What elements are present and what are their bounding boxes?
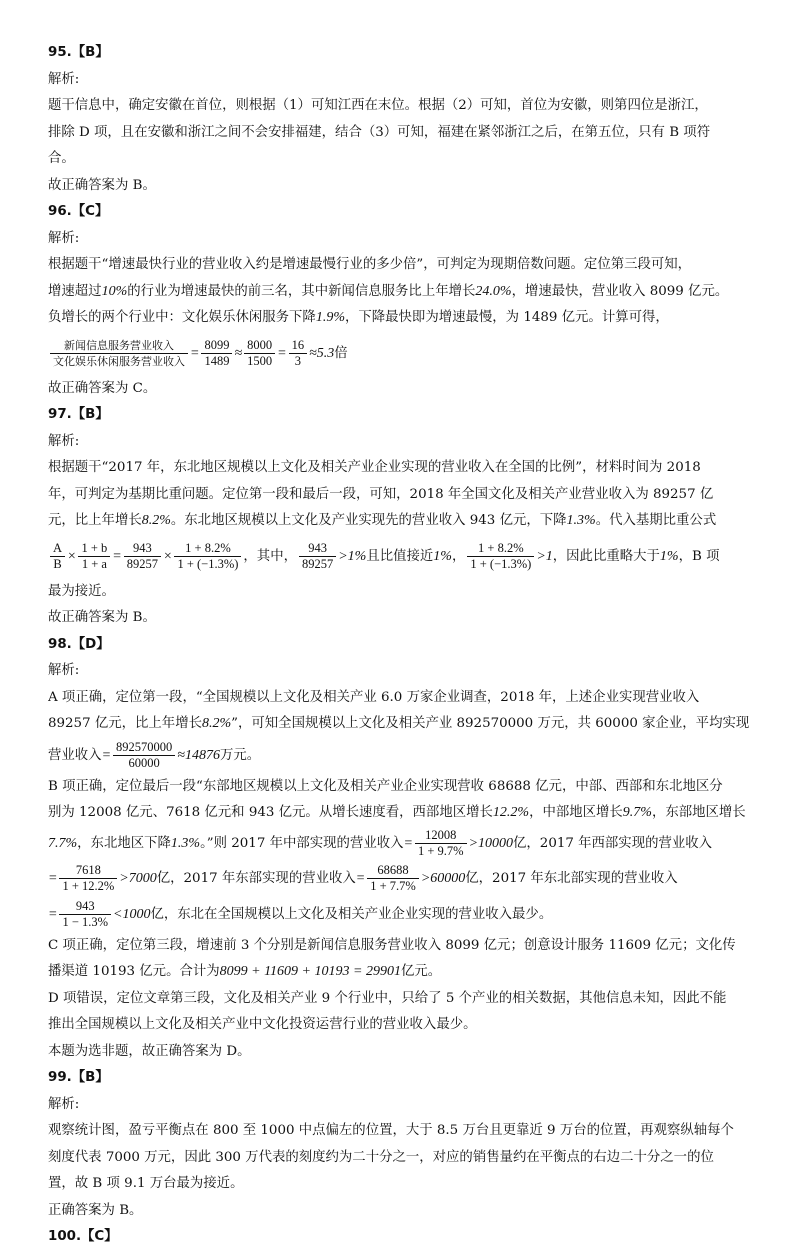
eq-sign-1: =	[190, 345, 200, 361]
q98-c-1: C 项正确，定位第三段，增速前 3 个分别是新闻信息服务营业收入 8099 亿元；创意设计服务 11609 亿元；文化传	[48, 937, 736, 953]
q98-b-4a: 亿，2017 年东部实现的营业收入	[156, 870, 356, 886]
q96-conclusion: 故正确答案为 C。	[48, 380, 157, 396]
q98-a-2	[48, 711, 750, 738]
q97-text-3b: 。东北地区规模以上文化及产业实现先的营业收入 943 亿元，下降	[170, 513, 567, 528]
analysis-label-97: 解析:	[48, 433, 80, 449]
math-8-2pct: 8.2%	[141, 513, 171, 528]
q98-a-3a: 营业收入	[48, 747, 102, 763]
q97-formula: $\frac{A}{B}$ × $\frac{1 + b}{1 + a}$ = $\frac{943}{89257}$ × $\frac{1 + 8.2\%}{1 + (-1.3\%)}$ ，其中， $\frac{943}{89257}$ >1%且比值接近1%， $\frac{1 + 8.2\%}{1 + (-1.3\%)}$ >1，因此比重略大于1%，B 项	[48, 535, 750, 579]
q99-text-3: 置，故 B 项 9.1 万台最为接近。	[48, 1176, 244, 1191]
frac-den: 1 + (−1.3%)	[177, 556, 239, 571]
fraction-a-b	[50, 541, 65, 572]
math-1-9pct: 1.9%	[315, 310, 345, 325]
q96-text-1: 根据题干“增速最快行业的营业收入约是增速最慢行业的多少倍”，可判定为现期倍数问题。定位第三段可知，	[48, 257, 692, 272]
q98-b-2	[48, 800, 750, 827]
ratio-numerator: 新闻信息服务营业收入	[50, 338, 188, 354]
frac-den: 3	[294, 353, 301, 368]
q96-text-3a: 负增长的两个行业中：文化娱乐休闲服务下降	[48, 310, 316, 325]
math-9-7pct: 9.7%	[622, 805, 652, 820]
q98-b-5-text: 亿，东北在全国规模以上文化及相关产业企业实现的营业收入最少。	[150, 906, 553, 922]
q98-b-3a: ，东北地区下降	[77, 835, 171, 851]
gt-1: >1	[536, 548, 553, 564]
and-text: 且比值接近	[366, 548, 434, 564]
frac-den: 89257	[301, 556, 334, 571]
q98-a-3	[48, 738, 750, 774]
q99-text-2: 刻度代表 7000 万元，因此 300 万代表的刻度约为二十分之一，对应的销售量约在平衡点的右边二十分之一的位	[48, 1149, 714, 1165]
q98-d-1: D 项错误，定位文章第三段，文化及相关产业 9 个行业中，只给了 5 个产业的相关数据，其他信息未知，因此不能	[48, 990, 727, 1006]
frac-den: B	[53, 556, 62, 571]
answer-96: 96.【C】	[48, 204, 109, 219]
frac-den: 1500	[247, 353, 273, 368]
analysis-label-95: 解析:	[48, 71, 80, 87]
q98-b-2a: 别为 12008 亿元、7618 亿元和 943 亿元。从增长速度看，西部地区增长	[48, 805, 493, 820]
q98-b-3	[48, 827, 750, 861]
fraction-growth-values	[174, 541, 241, 572]
q98-a-1: A 项正确，定位第一段，“全国规模以上文化及相关产业 6.0 万家企业调查，2018 年，上述企业实现营业收入	[48, 689, 700, 705]
q98-b-4	[48, 861, 750, 897]
q97-text-3	[48, 508, 750, 535]
q97-text-5: 最为接近。	[48, 583, 115, 599]
eq-sign-2: =	[277, 345, 287, 361]
times-sign: ×	[163, 548, 173, 564]
fraction-943-89257-b	[299, 541, 336, 572]
frac-num: 68688	[367, 863, 419, 879]
q95-text-3: 合。	[48, 151, 75, 166]
fraction-northeast	[59, 899, 111, 930]
q96-text-2c: ，增速最快，营业收入 8099 亿元。	[511, 283, 729, 299]
answer-98: 98.【D】	[48, 636, 110, 652]
q98-b-2b: ，中部地区增长	[529, 805, 623, 820]
frac-num: 943	[59, 899, 111, 915]
q98-a-2b: ”，可知全国规模以上文化及相关产业 892570000 万元，共 60000 家企业，平均实现	[231, 716, 750, 731]
q95-conclusion: 故正确答案为 B。	[48, 177, 156, 193]
q96-formula	[48, 332, 750, 376]
frac-den: 1 + (−1.3%)	[470, 556, 532, 571]
frac-den: 1 + 7.7%	[370, 878, 416, 893]
q96-text-3b: ，下降最快即为增速最慢，为 1489 亿元。计算可得，	[344, 310, 669, 325]
q98-conclusion: 本题为选非题，故正确答案为 D。	[48, 1043, 251, 1059]
frac-num: 1 + 8.2%	[174, 541, 241, 557]
frac-den: 1489	[204, 353, 230, 368]
frac-num: A	[50, 541, 65, 557]
math-7-7pct: 7.7%	[48, 835, 78, 851]
q96-text-2	[48, 279, 750, 306]
fraction-16-3	[289, 338, 308, 369]
q98-b-2c: ，东部地区增长	[651, 805, 746, 820]
q97-text-1: 根据题干“2017 年，东北地区规模以上文化及相关产业企业实现的营业收入在全国的比例”，材料时间为 2018	[48, 460, 701, 475]
q97-text-2: 年，可判定为基期比重问题。定位第一段和最后一段，可知，2018 年全国文化及相关产业营业收入为 89257 亿	[48, 486, 714, 502]
fraction-growth-values-b	[467, 541, 534, 572]
q98-b-4b: 亿，2017 年东北部实现的营业收入	[465, 870, 678, 886]
fraction-central	[415, 828, 467, 859]
fraction-east	[367, 863, 419, 894]
gt-10000: >10000	[468, 835, 514, 851]
frac-num: 1 + 8.2%	[467, 541, 534, 557]
lt-1000: <1000	[113, 906, 151, 922]
ratio-fraction	[50, 338, 188, 369]
frac-num: 12008	[415, 828, 467, 844]
frac-num: 7618	[59, 863, 117, 879]
q97-text-4b: ，B 项	[678, 548, 720, 564]
ratio-denominator: 文化娱乐休闲服务营业收入	[53, 354, 185, 368]
bei-unit: 倍	[334, 345, 348, 361]
q99-text-1: 观察统计图，盈亏平衡点在 800 至 1000 中点偏左的位置，大于 8.5 万台且更靠近 9 万台的位置，再观察纵轴每个	[48, 1123, 734, 1138]
frac-den: 1 + 9.7%	[417, 843, 464, 858]
sum-expression: 8099 + 11609 + 10193 = 29901	[219, 964, 401, 979]
eq-sign: =	[112, 548, 122, 564]
frac-den: 1 + 12.2%	[62, 878, 115, 893]
fraction-west	[59, 863, 117, 894]
q95-text-2: 排除 D 项，且在安徽和浙江之间不会安排福建，结合（3）可知，福建在紧邻浙江之后，在第五位，只有 B 项符	[48, 124, 711, 140]
math-1pct: 1%	[433, 548, 452, 564]
q98-b-1: B 项正确，定位最后一段“东部地区规模以上文化及相关产业企业实现营收 68688 亿元，中部、西部和东北地区分	[48, 778, 723, 794]
math-10pct: 10%	[101, 283, 128, 299]
math-1pct-b: 1%	[659, 548, 679, 564]
math-24pct: 24.0%	[475, 283, 512, 299]
analysis-label-98: 解析:	[48, 663, 80, 678]
frac-num: 943	[299, 541, 336, 557]
q96-text-2a: 增速超过	[48, 283, 102, 299]
answer-97: 97.【B】	[48, 407, 109, 422]
q98-b-5	[48, 897, 750, 933]
answer-95: 95.【B】	[48, 45, 109, 60]
frac-den: 1 + a	[81, 556, 107, 571]
math-12-2pct: 12.2%	[492, 805, 530, 820]
answer-99: 99.【B】	[48, 1070, 109, 1085]
approx-14876: ≈14876	[177, 747, 220, 763]
analysis-label-99: 解析:	[48, 1096, 80, 1112]
q97-text-3a: 元，比上年增长	[48, 513, 142, 528]
q98-b-3c: 亿，2017 年西部实现的营业收入	[513, 835, 713, 851]
approx-sign-1: ≈	[234, 345, 243, 361]
q96-text-2b: 的行业为增速最快的前三名，其中新闻信息服务比上年增长	[127, 283, 476, 299]
frac-num: 8099	[201, 338, 232, 354]
q98-b-3b: 。”则 2017 年中部实现的营业收入	[200, 835, 404, 851]
q98-c-2a: 播渠道 10193 亿元。合计为	[48, 964, 220, 979]
analysis-label-96: 解析:	[48, 230, 80, 246]
gt-60000: >60000	[420, 870, 466, 886]
q98-c-2	[48, 959, 750, 986]
fraction-growth	[78, 541, 110, 572]
eq-sign: =	[48, 870, 58, 886]
where-text: ，其中，	[243, 548, 297, 564]
frac-den: 1 − 1.3%	[62, 914, 109, 929]
q95-text-1: 题干信息中，确定安徽在首位，则根据（1）可知江西在末位。根据（2）可知，首位为安徽，则第四位是浙江，	[48, 98, 708, 113]
answer-100: 100.【C】	[48, 1229, 118, 1244]
q97-text-3c: 。代入基期比重公式	[595, 513, 717, 528]
q98-c-2b: 亿元。	[400, 964, 442, 979]
fraction-943-89257	[124, 541, 161, 572]
fraction-8000-1500	[244, 338, 275, 369]
q98-d-2: 推出全国规模以上文化及相关产业中文化投资运营行业的营业收入最少。	[48, 1017, 477, 1032]
math-8-2pct: 8.2%	[201, 716, 232, 731]
frac-num: 8000	[244, 338, 275, 354]
times-sign: ×	[67, 548, 77, 564]
q98-a-2a: 89257 亿元，比上年增长	[48, 716, 202, 731]
q99-conclusion: 正确答案为 B。	[48, 1202, 143, 1218]
eq-sign: =	[403, 835, 413, 851]
q96-text-3	[48, 305, 750, 332]
eq-sign: =	[355, 870, 366, 886]
q97-conclusion: 故正确答案为 B。	[48, 610, 156, 625]
fraction-8099-1489	[201, 338, 232, 369]
fraction-avg-revenue	[113, 740, 175, 771]
frac-num: 16	[289, 338, 308, 354]
frac-num: 1 + b	[78, 541, 110, 557]
approx-result: ≈5.3	[309, 345, 335, 361]
frac-num: 892570000	[113, 740, 175, 756]
gt-7000: >7000	[119, 870, 157, 886]
eq-sign: =	[48, 906, 58, 922]
q98-a-3c: 万元。	[219, 747, 261, 763]
math-1-3pct: 1.3%	[170, 835, 201, 851]
frac-den: 89257	[126, 556, 158, 571]
q97-text-4: ，因此比重略大于	[552, 548, 660, 564]
frac-num: 943	[124, 541, 161, 557]
eq-sign: =	[101, 747, 112, 763]
gt-1pct: >1%	[338, 548, 367, 564]
frac-den: 60000	[128, 755, 160, 770]
math-1-3pct: 1.3%	[566, 513, 596, 528]
